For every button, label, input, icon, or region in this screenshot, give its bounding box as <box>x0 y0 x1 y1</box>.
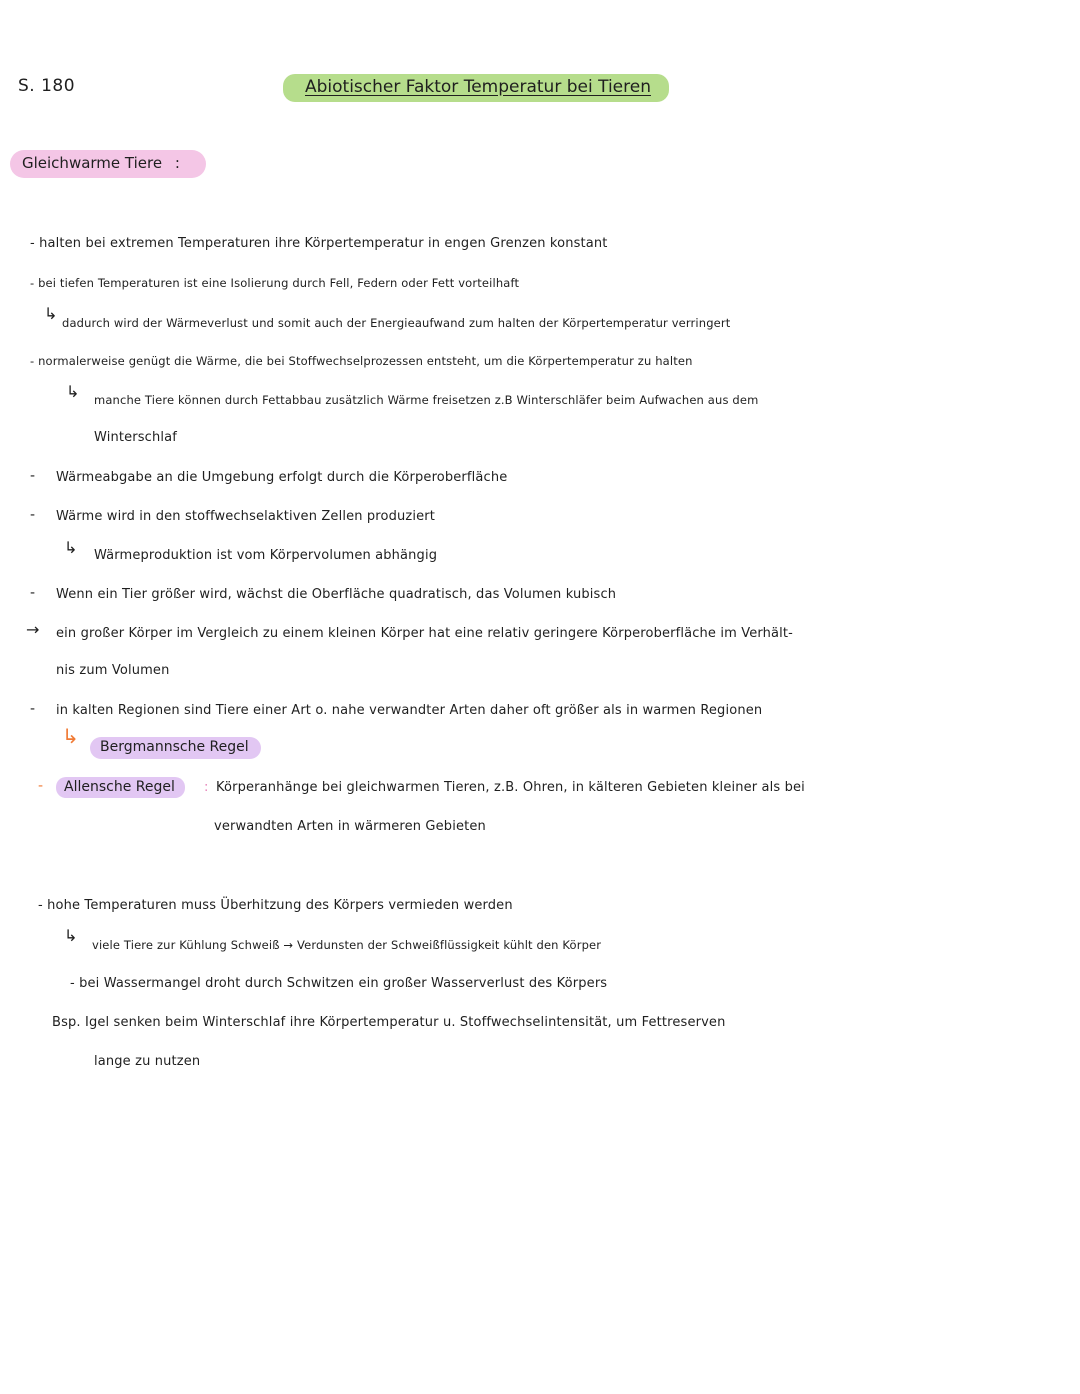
note-line-9: Wärmeproduktion ist vom Körpervolumen abhängig <box>94 548 438 563</box>
page-title: Abiotischer Faktor Temperatur bei Tieren <box>283 74 669 102</box>
note-line-3: dadurch wird der Wärmeverlust und somit auch der Energieaufwand zum halten der Körpertemperatur verringert <box>62 316 731 330</box>
note-line-13: in kalten Regionen sind Tiere einer Art o. nahe verwandter Arten daher oft größer als in warmen Regionen <box>56 703 763 718</box>
section-heading <box>10 150 206 178</box>
note-line-19: - bei Wassermangel droht durch Schwitzen ein großer Wasserverlust des Körpers <box>70 976 608 991</box>
note-line-4: - normalerweise genügt die Wärme, die bei Stoffwechselprozessen entsteht, um die Körpertemperatur zu halten <box>30 354 693 368</box>
arrow-icon: ↳ <box>44 304 58 323</box>
arrow-icon: ↳ <box>64 538 78 557</box>
note-line-20: Bsp. Igel senken beim Winterschlaf ihre Körpertemperatur u. Stoffwechselintensität, um Fettreserven <box>52 1015 726 1030</box>
dash-marker: - <box>30 585 36 601</box>
note-line-15: Körperanhänge bei gleichwarmen Tieren, z.B. Ohren, in kälteren Gebieten kleiner als bei <box>216 780 805 795</box>
arrow-icon: ↳ <box>64 926 78 945</box>
note-line-5: manche Tiere können durch Fettabbau zusätzlich Wärme freisetzen z.B Winterschläfer beim Aufwachen aus dem <box>94 393 759 407</box>
arrow-right-icon: → <box>26 620 40 639</box>
note-line-12: nis zum Volumen <box>56 663 170 678</box>
bergmann-rule-label: Bergmannsche Regel <box>90 737 261 759</box>
arrow-icon: ↳ <box>66 382 80 401</box>
dash-marker: - <box>38 778 44 794</box>
note-line-7: Wärmeabgabe an die Umgebung erfolgt durch die Körperoberfläche <box>56 470 508 485</box>
note-line-17: - hohe Temperaturen muss Überhitzung des Körpers vermieden werden <box>38 898 513 913</box>
dash-marker: - <box>30 701 36 717</box>
note-line-2: - bei tiefen Temperaturen ist eine Isolierung durch Fell, Federn oder Fett vorteilhaft <box>30 276 520 290</box>
section-heading-text: Gleichwarme Tiere <box>22 154 163 172</box>
section-heading-colon: : <box>174 154 180 172</box>
dash-marker: - <box>30 468 36 484</box>
note-line-16: verwandten Arten in wärmeren Gebieten <box>214 819 486 834</box>
colon-marker: : <box>204 780 209 795</box>
orange-arrow-icon: ↳ <box>62 724 79 748</box>
note-line-8: Wärme wird in den stoffwechselaktiven Zellen produziert <box>56 509 436 524</box>
note-line-21: lange zu nutzen <box>94 1054 201 1069</box>
note-line-11: ein großer Körper im Vergleich zu einem kleinen Körper hat eine relativ geringere Körperoberfläche im Verhält- <box>56 626 793 641</box>
note-line-18: viele Tiere zur Kühlung Schweiß → Verdunsten der Schweißflüssigkeit kühlt den Körper <box>92 938 602 952</box>
note-line-1: - halten bei extremen Temperaturen ihre Körpertemperatur in engen Grenzen konstant <box>30 236 608 251</box>
allen-rule-label: Allensche Regel <box>56 777 185 798</box>
page-reference: S. 180 <box>18 76 76 96</box>
note-line-10: Wenn ein Tier größer wird, wächst die Oberfläche quadratisch, das Volumen kubisch <box>56 587 617 602</box>
note-line-6: Winterschlaf <box>94 430 177 445</box>
dash-marker: - <box>30 507 36 523</box>
